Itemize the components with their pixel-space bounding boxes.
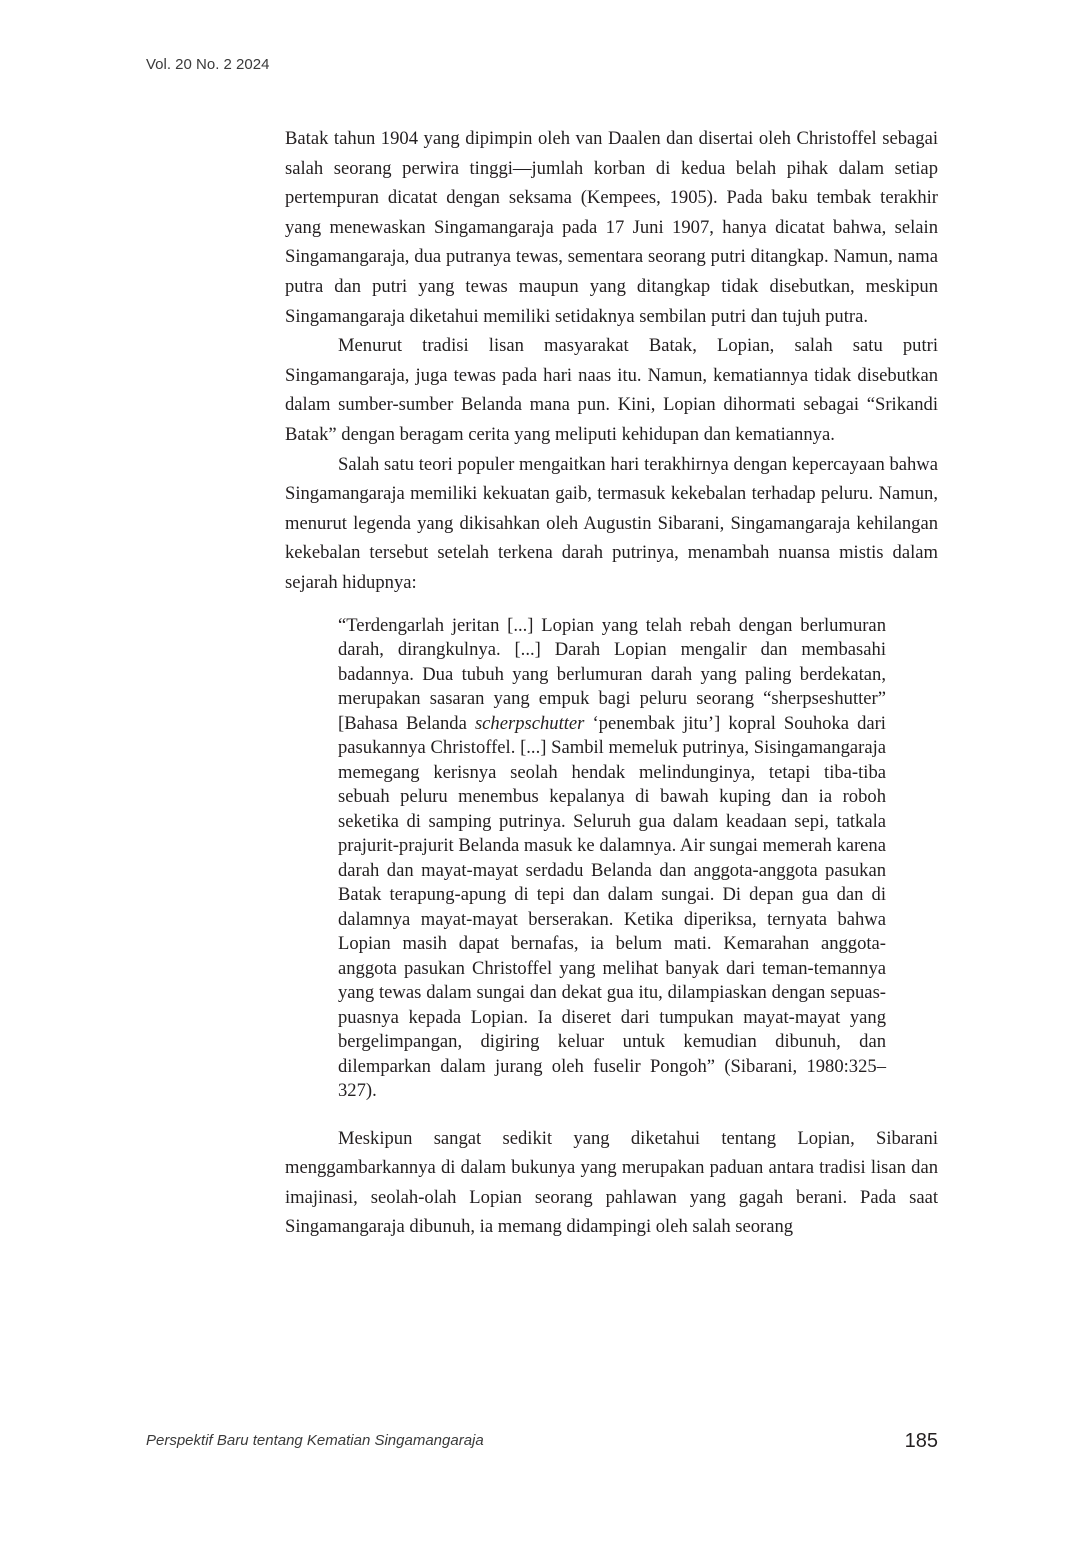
quote-text-part-2: ‘penembak jitu’] kopral Souhoka dari pasukannya Christoffel. [...] Sambil memeluk putrinya, Sisingamangaraja memegang kerisnya seolah hendak melindunginya, tetapi tiba-tiba sebuah peluru menembus kepalanya di bawah kuping dan ia roboh seketika di samping putrinya. Seluruh gua dalam keadaan sepi, tatkala prajurit-prajurit Belanda masuk ke dalamnya. Air sungai memerah karena darah dan mayat-mayat serdadu Belanda dan anggota-anggota pasukan Batak terapung-apung di tepi dan dalam sungai. Di depan gua dan di dalamnya mayat-mayat berserakan. Ketika diperiksa, ternyata bahwa Lopian masih dapat bernafas, ia belum mati. Kemarahan anggota-anggota pasukan Christoffel yang melihat banyak dari teman-temannya yang tewas dalam sungai dan dekat gua itu, dilampiaskan dengan sepuas-puasnya kepada Lopian. Ia diseret dari tumpukan mayat-mayat yang bergelimpangan, digiring keluar untuk kemudian dibunuh, dan dilemparkan dalam jurang oleh fuselir Pongoh” (Sibarani, 1980:325–327). (338, 712, 886, 1101)
body-paragraph-4: Meskipun sangat sedikit yang diketahui tentang Lopian, Sibarani menggambarkannya di dalam bukunya yang merupakan paduan antara tradisi lisan dan imajinasi, seolah-olah Lopian seorang pahlawan yang gagah berani. Pada saat Singamangaraja dibunuh, ia memang didampingi oleh salah seorang (285, 1127, 938, 1238)
journal-volume-header: Vol. 20 No. 2 2024 (146, 56, 270, 73)
body-paragraph-2: Menurut tradisi lisan masyarakat Batak, Lopian, salah satu putri Singamangaraja, juga tewas pada hari naas itu. Namun, kematiannya tidak disebutkan dalam sumber-sumber Belanda mana pun. Kini, Lopian dihormati sebagai “Srikandi Batak” dengan beragam cerita yang meliputi kehidupan dan kematiannya. (285, 335, 938, 445)
quote-text-part-1: “Terdengarlah jeritan [...] Lopian yang telah rebah dengan berlumuran darah, dirangkulnya. [...] Darah Lopian mengalir dan membasahi badannya. Dua tubuh yang berlumuran darah yang paling berdekatan, merupakan sasaran yang empuk bagi peluru seorang “sherpseshutter” [Bahasa Belanda (338, 614, 886, 734)
article-body (285, 124, 938, 1242)
body-paragraph-3: Salah satu teori populer mengaitkan hari terakhirnya dengan kepercayaan bahwa Singamangaraja memiliki kekuatan gaib, termasuk kekebalan terhadap peluru. Namun, menurut legenda yang dikisahkan oleh Augustin Sibarani, Singamangaraja kehilangan kekebalan tersebut setelah terkena darah putrinya, menambah nuansa mistis dalam sejarah hidupnya: (285, 453, 938, 593)
quote-italic-term: scherpschutter (474, 712, 585, 734)
body-paragraph-1: Batak tahun 1904 yang dipimpin oleh van Daalen dan disertai oleh Christoffel sebagai salah seorang perwira tinggi—jumlah korban di kedua belah pihak dalam setiap pertempuran dicatat dengan seksama (Kempees, 1905). Pada baku tembak terakhir yang menewaskan Singamangaraja pada 17 Juni 1907, hanya dicatat bahwa, selain Singamangaraja, dua putranya tewas, sementara seorang putri ditangkap. Namun, nama putra dan putri yang tewas maupun yang ditangkap tidak disebutkan, meskipun Singamangaraja diketahui memiliki setidaknya sembilan putri dan tujuh putra. (285, 128, 938, 327)
page-number: 185 (904, 1430, 938, 1452)
running-footer-title: Perspektif Baru tentang Kematian Singamangaraja (146, 1432, 484, 1449)
block-quote (338, 614, 886, 1104)
